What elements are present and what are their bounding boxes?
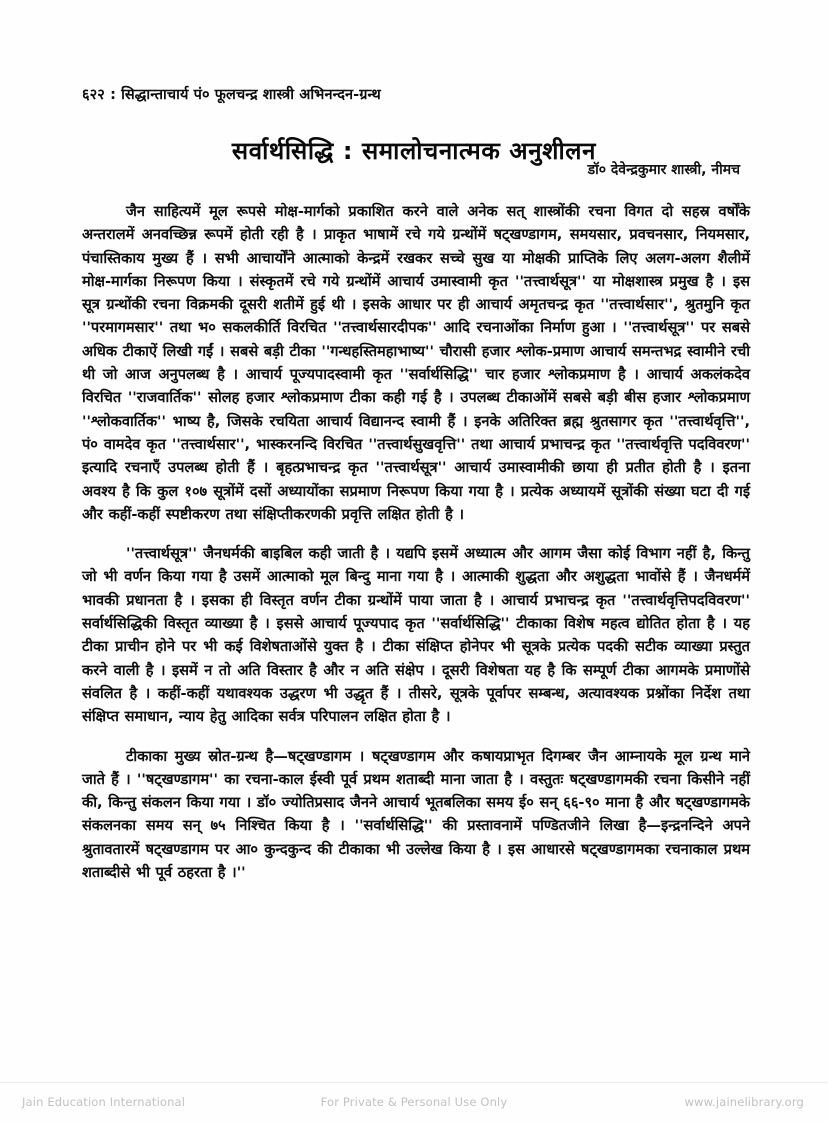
author-byline: डॉ० देवेन्द्रकुमार शास्त्री, नीमच <box>587 162 740 178</box>
body-paragraph: ''तत्त्वार्थसूत्र'' जैनधर्मकी बाइबिल कही जाती है । यद्यपि इसमें अध्यात्म और आगम जैसा कोई विभाग नहीं है, किन्तु जो भी वर्णन किया गया है उसमें आत्माको मूल बिन्दु माना गया है । आत्माकी शुद्धता और अशुद्धता भावोंसे हैं । जैनधर्ममें भावकी प्रधानता है । इसका ही विस्तृत वर्णन टीका ग्रन्थोंमें पाया जाता है । आचार्य प्रभाचन्द्र कृत ''तत्त्वार्थवृत्तिपदविवरण'' सर्वार्थसिद्धिकी विस्तृत व्याख्या है । इससे आचार्य पूज्यपाद कृत ''सर्वार्थसिद्धि'' टीकाका विशेष महत्व द्योतित होता है । यह टीका प्राचीन होने पर भी कई विशेषताओंसे युक्त है । टीका संक्षिप्त होनेपर भी सूत्रके प्रत्येक पदकी सटीक व्याख्या प्रस्तुत करने वाली है । इसमें न तो अति विस्तार है और न अति संक्षेप । दूसरी विशेषता यह है कि सम्पूर्ण टीका आगमके प्रमाणोंसे संवलित है । कहीं-कहीं यथावश्यक उद्धरण भी उद्धृत हैं । तीसरे, सूत्रके पूर्वापर सम्बन्ध, अत्यावश्यक प्रश्नोंका निर्देश तथा संक्षिप्त समाधान, न्याय हेतु आदिका सर्वत्र परिपालन लक्षित होता है । <box>82 545 750 726</box>
footer-usage-notice: For Private & Personal Use Only <box>320 1095 508 1109</box>
body-paragraph: टीकाका मुख्य स्रोत-ग्रन्थ है—षट्खण्डागम । षट्खण्डागम और कषायप्राभृत दिगम्बर जैन आम्नायके मूल ग्रन्थ माने जाते हैं । ''षट्खण्डागम'' का रचना-काल ईस्वी पूर्व प्रथम शताब्दी माना जाता है । वस्तुतः षट्खण्डागमकी रचना किसीने नहीं की, किन्तु संकलन किया गया । डॉ० ज्योतिप्रसाद जैनने आचार्य भूतबलिका समय ई० सन् ६६-९० माना है और षट्खण्डागमके संकलनका समय सन् ७५ निश्चित किया है । ''सर्वार्थसिद्धि'' की प्रस्तावनामें पण्डितजीने लिखा है—इन्द्रनन्दिने अपने श्रुतावतारमें षट्खण्डागम पर आ० कुन्दकुन्द की टीकाका भी उल्लेख किया है । इस आधारसे षट्खण्डागमका रचनाकाल प्रथम शताब्दीसे भी पूर्व ठहरता है ।'' <box>82 747 750 882</box>
page-footer <box>0 1090 828 1114</box>
footer-organization: Jain Education International <box>22 1095 186 1109</box>
page-title: सर्वार्थसिद्धि : समालोचनात्मक अनुशीलन <box>231 137 597 166</box>
footer-divider <box>0 1082 828 1083</box>
footer-website[interactable]: www.jainelibrary.org <box>684 1095 804 1109</box>
body-text-column <box>82 200 750 884</box>
body-paragraph: जैन साहित्यमें मूल रूपसे मोक्ष-मार्गको प्रकाशित करने वाले अनेक सत् शास्त्रोंकी रचना विगत दो सहस्र वर्षोंके अन्तरालमें अनवच्छिन्न रूपमें होती रही है । प्राकृत भाषामें रचे गये ग्रन्थोंमें षट्खण्डागम, समयसार, प्रवचनसार, नियमसार, पंचास्तिकाय मुख्य हैं । सभी आचार्योंने आत्माको केन्द्रमें रखकर सच्चे सुख या मोक्षकी प्राप्तिके लिए अलग-अलग शैलीमें मोक्ष-मार्गका निरूपण किया । संस्कृतमें रचे गये ग्रन्थोंमें आचार्य उमास्वामी कृत ''तत्त्वार्थसूत्र'' या मोक्षशास्त्र प्रमुख है । इस सूत्र ग्रन्थोंकी रचना विक्रमकी दूसरी शतीमें हुई थी । इसके आधार पर ही आचार्य अमृतचन्द्र कृत ''तत्त्वार्थसार'', श्रुतमुनि कृत ''परमागमसार'' तथा भ० सकलकीर्ति विरचित ''तत्त्वार्थसारदीपक'' आदि रचनाओंका निर्माण हुआ । ''तत्त्वार्थसूत्र'' पर सबसे अधिक टीकाऐं लिखी गईं । सबसे बड़ी टीका ''गन्धहस्तिमहाभाष्य'' चौरासी हजार श्लोक-प्रमाण आचार्य समन्तभद्र स्वामीने रची थी जो आज अनुपलब्ध है । आचार्य पूज्यपादस्वामी कृत ''सर्वार्थसिद्धि'' चार हजार श्लोकप्रमाण है । आचार्य अकलंकदेव विरचित ''राजवार्तिक'' सोलह हजार श्लोकप्रमाण टीका कही गई है । उपलब्ध टीकाओंमें सबसे बड़ी बीस हजार श्लोकप्रमाण ''श्लोकवार्तिक'' भाष्य है, जिसके रचयिता आचार्य विद्यानन्द स्वामी हैं । इनके अतिरिक्त ब्रह्म श्रुतसागर कृत ''तत्त्वार्थवृत्ति'', पं० वामदेव कृत ''तत्त्वार्थसार'', भास्करनन्दि विरचित ''तत्त्वार्थसुखवृत्ति'' तथा आचार्य प्रभाचन्द्र कृत ''तत्त्वार्थवृत्ति पदविवरण'' इत्यादि रचनाएँ उपलब्ध होती हैं । बृहत्प्रभाचन्द्र कृत ''तत्त्वार्थसूत्र'' आचार्य उमास्वामीकी छाया ही प्रतीत होती है । इतना अवश्य है कि कुल १०७ सूत्रोंमें दसों अध्यायोंका सप्रमाण निरूपण किया गया है । प्रत्येक अध्यायमें सूत्रोंकी संख्या घटा दी गई और कहीं-कहीं स्पष्टीकरण तथा संक्षिप्तीकरणकी प्रवृत्ति लक्षित होती है । <box>82 203 750 523</box>
running-header: ६२२ : सिद्धान्ताचार्य पं० फूलचन्द्र शास्त्री अभिनन्दन-ग्रन्थ <box>82 87 381 103</box>
